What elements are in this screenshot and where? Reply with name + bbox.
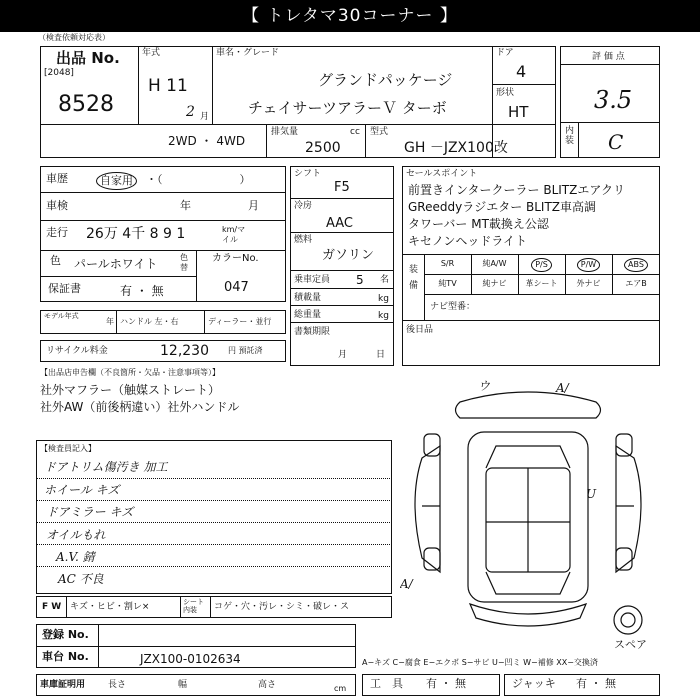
capacity-label: 乗車定員 [294,275,331,285]
inspector-note-6: AC 不良 [58,572,104,586]
model-year-year: 年 [106,317,114,326]
load-label: 積載量 [294,293,322,303]
year-label: 年式 [142,48,161,58]
shape-label: 形状 [496,88,515,98]
equip-navi: 純ナビ [482,279,507,288]
inspection-year: 年 [180,199,191,212]
chassis-value: JZX100-0102634 [140,652,241,666]
history-label: 車歴 [46,172,68,185]
equip-pw: P/W [577,258,600,272]
inspector-note-4: オイルもれ [46,528,106,542]
inspector-label: 【検査員記入】 [40,444,96,453]
weight-label: 総重量 [294,310,322,320]
history-value: 自家用 [96,172,137,190]
model-year-dealer: ディーラー・並行 [208,317,272,326]
car-damage-diagram [400,372,670,652]
damage-fw-items: キズ・ヒビ・割レ× [70,602,150,612]
displacement-label: 排気量 [271,127,299,137]
declaration-line-1: 社外マフラー（触媒ストレート） [40,383,221,397]
doors-label: ドア [496,48,514,58]
shape-value: HT [508,103,529,121]
weight-unit: kg [378,311,389,321]
mileage-unit: km/マイル [222,225,246,244]
color-value: パールホワイト [74,257,158,271]
interior-value: C [608,130,624,154]
recycle-unit: 円 預託済 [228,346,263,355]
doc-expiry-month: 月 [338,350,348,360]
sales-points-label: セールスポイント [406,169,478,179]
shift-label: シフト [294,169,322,179]
fuel-value: ガソリン [322,248,375,263]
sales-line-1: 前置きインタークーラー BLITZエアクリ [408,183,625,197]
page-header: 【 トレタマ30コーナー 】 [0,0,700,32]
lot-label: 出品 No. [56,49,120,67]
capacity-unit: 名 [380,275,390,285]
registration-label: 登録 No. [42,628,89,641]
equip-abs: ABS [624,258,648,272]
doc-expiry-day: 日 [376,350,386,360]
inspector-note-3: ドアミラー キズ [46,505,134,519]
jack-label: ジャッキ [512,677,556,690]
equip-sr: S/R [440,259,455,268]
dimensions-length: 長さ [108,680,127,690]
car-name-line1: グランドパッケージ [318,71,453,89]
damage-seat-items: コゲ・穴・汚レ・シミ・破レ・ス [214,602,350,612]
recycle-value: 12,230 [160,343,209,359]
doc-expiry-label: 書類期限 [294,327,331,337]
displacement-value: 2500 [305,140,341,156]
shift-value: F5 [334,180,350,195]
sales-line-2: GReeddyラジエター BLITZ車高調 [408,200,597,214]
color-label: 色 [50,254,61,267]
equipment-label: 装備 [409,265,419,291]
equip-ext-navi: 外ナビ [576,279,601,288]
recycle-label: リサイクル料金 [46,346,108,356]
diagram-note-2: A/ [556,381,569,395]
inspection-label: 車検 [46,199,68,212]
ac-value: AAC [326,216,353,231]
damage-fw: F W [42,602,62,612]
lot-number: 8528 [58,92,114,117]
doors-value: 4 [516,62,527,81]
equip-aw: 純A/W [482,259,507,268]
sales-line-4: キセノンヘッドライト [408,234,528,248]
declaration-line-2: 社外AW（前後柄違い）社外ハンドル [40,400,240,414]
rating-score: 3.5 [594,86,633,114]
dimensions-height: 高さ [258,680,277,690]
mileage-value: 26万 4千 8 9 1 [86,226,186,242]
model-label: 型式 [370,127,389,137]
diagram-note-1: ウ [478,379,491,393]
drive-value: 2WD ・ 4WD [168,134,246,148]
lot-stamp: [2048] [44,68,74,78]
sales-line-3: タワーバー MT載換え公認 [408,217,549,231]
color-change-label: 色替 [180,253,188,272]
capacity-value: 5 [356,273,364,287]
model-year-label: モデル年式 [44,312,79,320]
equip-leather: 革シート [525,279,558,288]
equip-ps: P/S [531,258,552,272]
history-rest: ・（ ） [146,173,251,186]
damage-legend: A−キズ C−腐食 E−エクボ S−サビ U−凹ミ W−補修 XX−交換済 [362,658,598,667]
interior-label: 内装 [565,126,575,146]
load-unit: kg [378,294,389,304]
model-value: GH －JZX100改 [404,140,508,156]
inspector-note-5: A.V. 錆 [56,550,95,564]
dimensions-unit: cm [334,684,347,693]
chassis-label: 車台 No. [42,650,89,663]
tools-value: 有 ・ 無 [426,677,466,690]
diagram-note-3: U [586,487,597,501]
year-month: 2 [186,104,195,120]
tools-label: 工 具 [370,677,403,690]
top-note: （検査依頼対応表） [38,33,110,42]
diagram-note-4: A/ [400,577,413,591]
spare-label: スペア [614,638,647,651]
model-year-handle: ハンドル 左・右 [120,317,179,326]
mileage-label: 走行 [46,226,68,239]
car-name-label: 車名・グレード [216,48,280,58]
navi-model-label: ナビ型番： [430,302,476,312]
fuel-label: 燃料 [294,235,313,245]
damage-seat: シート内装 [183,598,204,614]
equip-airbag: エアB [625,279,647,288]
dimensions-label: 車庫証明用 [40,680,86,690]
car-name-line2: チェイサーツアラーＶ ターボ [248,99,447,117]
post-date-label: 後日品 [406,325,434,335]
warranty-label: 保証書 [48,282,81,295]
declaration-label: 【出品店申告欄（不良箇所・欠品・注意事項等）】 [40,368,220,377]
dimensions-width: 幅 [178,680,188,690]
jack-value: 有 ・ 無 [576,677,616,690]
ac-label: 冷房 [294,201,313,211]
year-era: H 11 [148,76,188,96]
equip-tv: 純TV [438,279,457,288]
displacement-unit: cc [350,127,360,137]
rating-label: 評 価 点 [592,52,625,62]
inspector-note-1: ドアトリム傷汚き 加工 [44,460,168,474]
inspection-month: 月 [248,199,259,212]
year-month-unit: 月 [200,112,210,122]
warranty-value: 有 ・ 無 [120,284,164,298]
inspector-note-2: ホイール キズ [44,483,120,497]
color-no-label: カラーNo. [212,253,259,264]
color-no-value: 047 [224,280,249,295]
